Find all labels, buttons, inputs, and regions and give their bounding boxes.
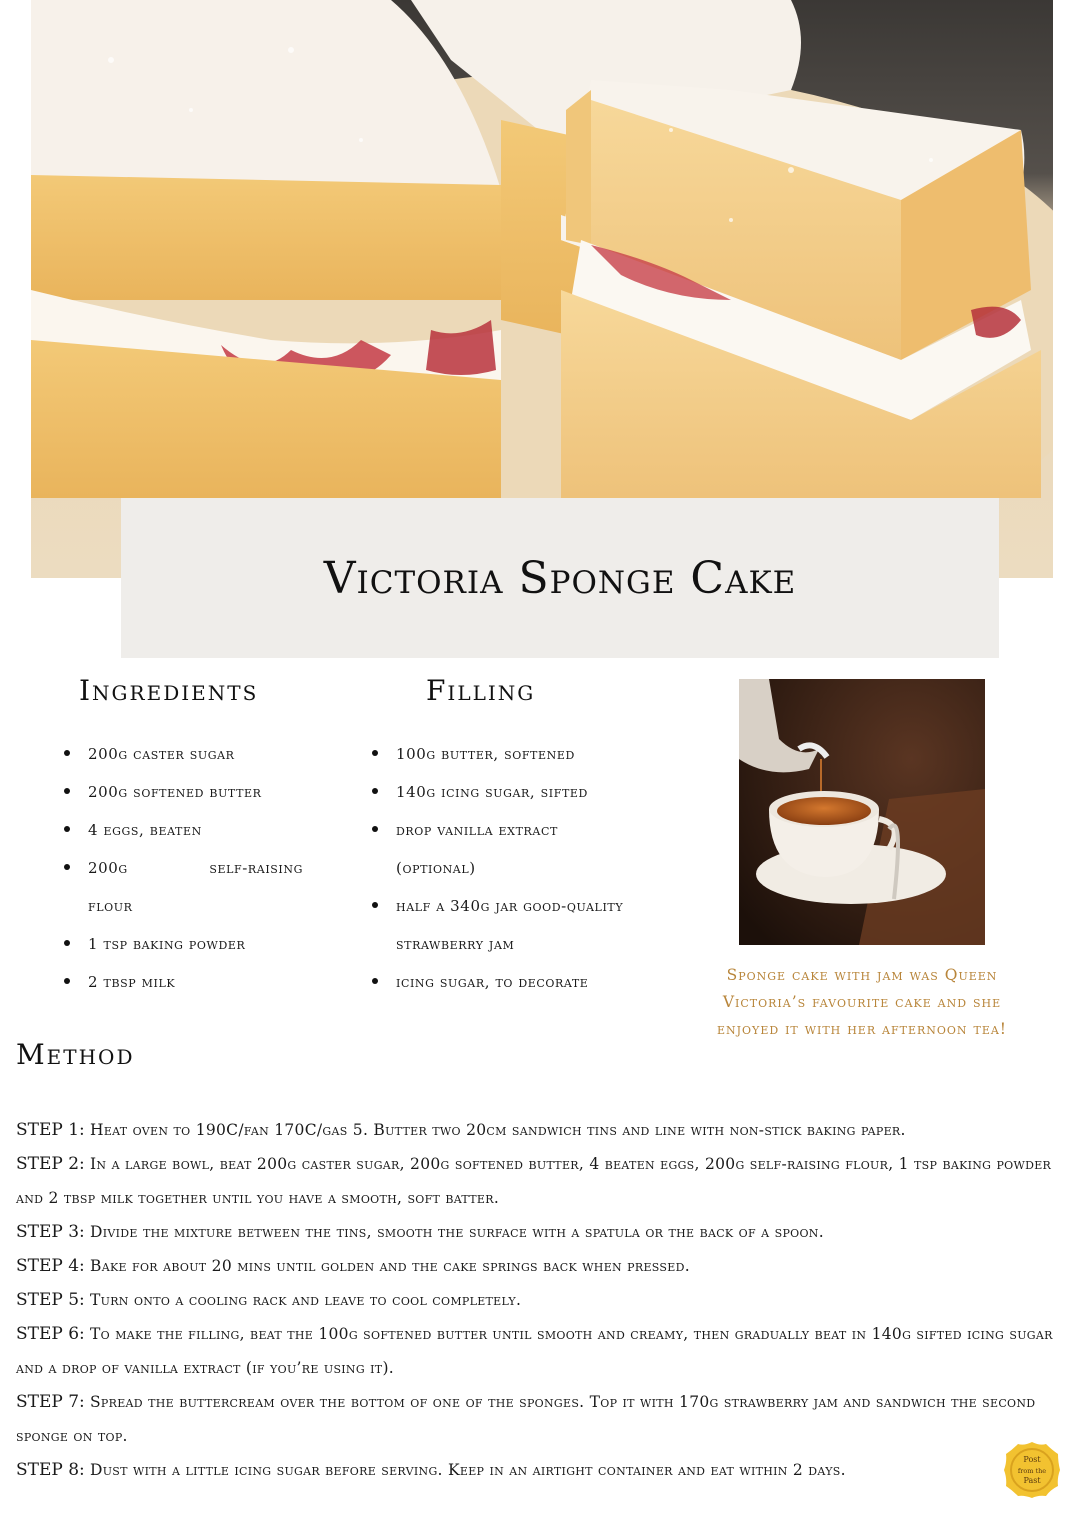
step-label: STEP 6:	[16, 1324, 85, 1344]
list-item: drop vanilla extract	[372, 811, 682, 849]
list-item-continuation: flour	[88, 897, 133, 915]
seal-text-3: Past	[1023, 1476, 1041, 1485]
step-4	[16, 1249, 1064, 1283]
step-3	[16, 1215, 1064, 1249]
method-heading: Method	[16, 1038, 135, 1071]
list-item: 4 eggs, beaten	[64, 811, 314, 849]
ingredients-list	[64, 735, 314, 1001]
step-label: STEP 7:	[16, 1392, 85, 1412]
list-item: 200g softened butter	[64, 773, 314, 811]
flour-row	[88, 849, 303, 887]
hero-cake-image	[31, 0, 1053, 578]
seal-text-1: Post	[1023, 1455, 1041, 1464]
title-card	[121, 498, 999, 658]
list-item: half a 340g jar good-quality	[372, 887, 682, 925]
filling-list	[372, 735, 682, 1001]
step-text: Turn onto a cooling rack and leave to cool completely.	[84, 1291, 522, 1309]
list-item	[64, 849, 314, 887]
step-text: Divide the mixture between the tins, smooth the surface with a spatula or the back of a spoon.	[84, 1223, 824, 1241]
step-label: STEP 8:	[16, 1460, 85, 1480]
step-text: Bake for about 20 mins until golden and the cake springs back when pressed.	[84, 1257, 690, 1275]
list-item: 140g icing sugar, sifted	[372, 773, 682, 811]
method-steps	[16, 1113, 1064, 1487]
step-label: STEP 1:	[16, 1120, 85, 1140]
flour-type: self-raising	[209, 859, 303, 877]
step-label: STEP 5:	[16, 1290, 85, 1310]
step-text: Spread the buttercream over the bottom of one of the sponges. Top it with 170g strawberry jam and sandwich the second sponge on top.	[16, 1393, 1036, 1445]
tea-cup-image	[739, 679, 985, 945]
step-text: To make the filling, beat the 100g softened butter until smooth and creamy, then gradually beat in 140g sifted icing sugar and a drop of vanilla extract (if you’re using it).	[16, 1325, 1053, 1377]
tea-caption: Sponge cake with jam was Queen Victoria’s favourite cake and she enjoyed it with her afternoon tea!	[716, 966, 1008, 1038]
step-1	[16, 1113, 1064, 1147]
post-from-the-past-seal-logo	[1002, 1440, 1062, 1500]
list-item: 2 tbsp milk	[64, 963, 314, 1001]
list-item-continuation: strawberry jam	[396, 935, 515, 953]
step-2	[16, 1147, 1064, 1215]
list-item: 100g butter, softened	[372, 735, 682, 773]
step-text: Dust with a little icing sugar before serving. Keep in an airtight container and eat within 2 days.	[84, 1461, 846, 1479]
step-label: STEP 2:	[16, 1154, 85, 1174]
page-title: Victoria Sponge Cake	[323, 552, 797, 604]
step-label: STEP 4:	[16, 1256, 85, 1276]
step-7	[16, 1385, 1064, 1453]
flour-amount: 200g	[88, 859, 128, 877]
list-item: 1 tsp baking powder	[64, 925, 314, 963]
step-label: STEP 3:	[16, 1222, 85, 1242]
list-item: icing sugar, to decorate	[372, 963, 682, 1001]
step-text: Heat oven to 190C/fan 170C/gas 5. Butter two 20cm sandwich tins and line with non-stick baking paper.	[84, 1121, 906, 1139]
list-item: 200g caster sugar	[64, 735, 314, 773]
step-8	[16, 1453, 1064, 1487]
seal-text-2: from the	[1017, 1467, 1047, 1475]
step-6	[16, 1317, 1064, 1385]
ingredients-heading: Ingredients	[79, 674, 259, 707]
step-text: In a large bowl, beat 200g caster sugar, 200g softened butter, 4 beaten eggs, 200g self-raising flour, 1 tsp baking powder and 2 tbsp milk together until you have a smooth, soft batter.	[16, 1155, 1052, 1207]
filling-heading: Filling	[426, 674, 536, 707]
list-item-continuation: (optional)	[396, 859, 476, 877]
step-5	[16, 1283, 1064, 1317]
